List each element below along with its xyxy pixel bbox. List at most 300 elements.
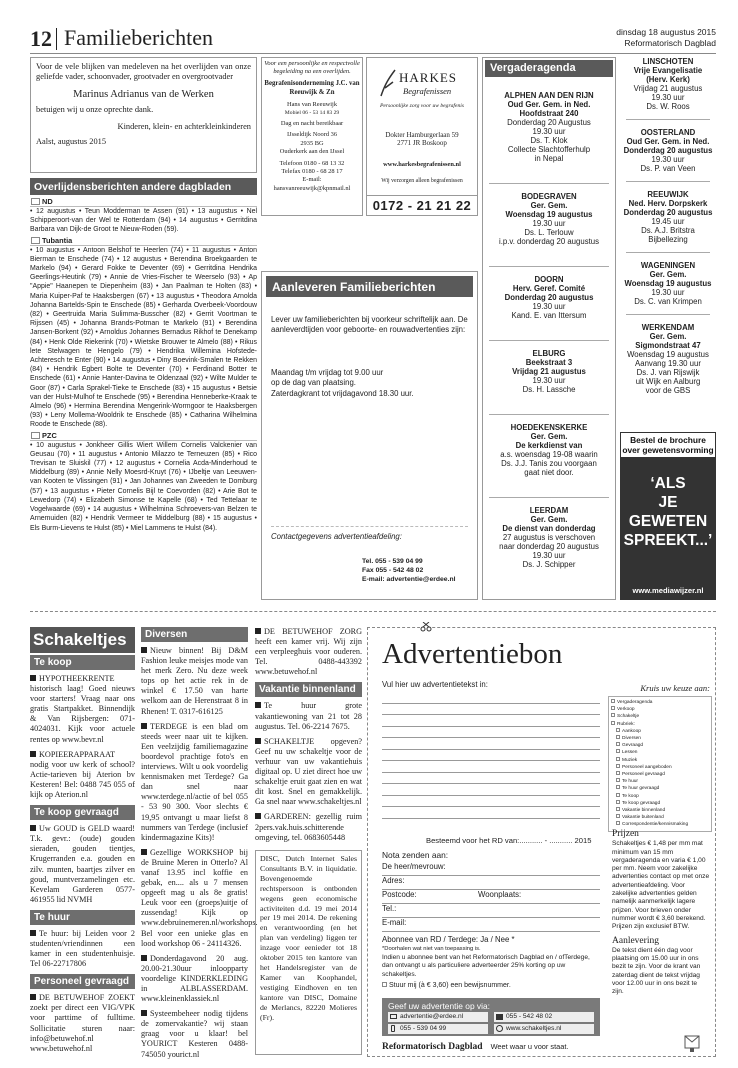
meeting-line: 19.30 uur [651,155,685,164]
reeuwijk-email: hansvanreeuwijk@kpnmail.nl [273,184,351,192]
coupon-text-line[interactable] [382,692,600,704]
reeuwijk-hours: Dag en nacht bereikbaar [280,120,344,128]
brochure-ad-header [620,432,716,458]
meeting-line: Ds. A.J. Britstra [641,226,695,235]
meeting-divider [626,119,710,120]
coupon-tel-field[interactable] [382,904,600,918]
bullet-square-icon [255,813,261,819]
classified-ad [255,812,362,842]
coupon-contact-email[interactable] [388,1012,488,1022]
header-rule [30,53,716,54]
meeting-line: gaat niet door. [524,468,574,477]
coupon-option-label: Verkoop [617,707,635,713]
classified-ad [141,847,258,949]
coupon-option-checkbox[interactable] [616,764,620,768]
meeting-line: Vrijdag 21 augustus [633,84,703,93]
coupon-prompt: Vul hier uw advertentietekst in: [382,680,488,689]
submit-intro: Lever uw familieberichten bij voorkeur schriftelijk aan. De aanleverdtijden voor geboorte- en rouwadvertenties zijn: [271,315,468,335]
meeting-entry [620,261,716,306]
coupon-option-checkbox[interactable] [616,778,620,782]
meeting-divider [626,252,710,253]
coupon-option[interactable] [611,800,709,807]
classified-heading: Diversen [141,627,248,642]
classified-ad-text: KOPIEERAPPARAAT nodig voor uw kerk of school? Actie-tarieven bij Aterion bv Kesteren! Bel: 0488 745 055 of kijk op Aterion.nl [30,749,135,800]
meeting-line-bold: Sigmondstraat 47 [635,341,701,350]
coupon-text-lines[interactable] [382,692,600,819]
brochure-ad-head1: Bestel de brochure [630,435,706,445]
meeting-place: BODEGRAVEN [521,192,577,201]
meeting-place: OOSTERLAND [640,128,696,137]
submit-divider [271,526,468,527]
meeting-line-bold: Vrijdag 21 augustus [512,367,586,376]
coupon-option-checkbox[interactable] [616,800,620,804]
coupon-option-label: Vakantie binnenland [622,808,666,814]
meeting-line: Woensdag 19 augustus [627,350,709,359]
meeting-divider [489,414,609,415]
classified-heading: Personeel gevraagd [30,974,135,989]
coupon-option[interactable] [611,778,709,785]
meeting-line: 19.30 uur [532,219,566,228]
coupon-option-checkbox[interactable] [611,699,615,703]
coupon-option[interactable] [611,728,709,735]
coupon-text-line[interactable] [382,761,600,773]
coupon-option-label: Te huur gevraagd [622,786,660,792]
coupon-brand-line [382,1042,642,1052]
harkes-phone: 0172 - 21 21 22 [367,195,477,215]
coupon-option-checkbox[interactable] [616,735,620,739]
delivery-text: De tekst dient één dag voor plaatsing om 15.00 uur in ons bezit te zijn. Voor de krant van zaterdag dient de tekst vrijdag voor 12.00 uur in ons bezit te zijn. [612,946,701,996]
classified-heading: Te koop gevraagd [30,805,135,820]
coupon-option-label: Te koop gevraagd [622,800,661,806]
classifieds-column-3 [255,627,362,847]
obituaries-title: Overlijdensberichten andere dagbladen [30,178,257,195]
coupon-contact-web[interactable] [494,1024,594,1034]
classified-ad-text: Nieuw binnen! Bij D&M Fashion leuke meisjes mode van het merk Zero. Nu deze week tops op het actie rek in de winkel € 17.50 van harte welkom aan de Herenstraat 8 in Rhenen! T. 0317-616125 [141,646,248,716]
death-notice-signed: Kinderen, klein- en achterkleinkinderen [117,121,251,131]
classified-ad [141,722,248,843]
phone-icon [391,1025,395,1032]
coupon-option-label: Gevraagd [622,743,644,749]
coupon-contact-fax-text: 055 - 542 48 02 [506,1013,553,1020]
obituaries-region-name: PZC [42,430,57,440]
meeting-line-bold: Oud Ger. Gem. in Ned. [626,137,710,146]
brochure-ad-line4: SPREEKT...’ [623,532,713,549]
bullet-square-icon [30,825,36,831]
meeting-line: Ds. P. van Veen [640,164,696,173]
header-divider [56,28,57,50]
coupon-option[interactable] [611,721,709,728]
coupon-option[interactable] [611,821,709,828]
coupon-text-line[interactable] [382,750,600,762]
bullet-square-icon [30,751,36,757]
prices-text: Schakeltjes € 1,48 per mm mat minimum van 15 mm vergaderagenda en varia € 1,00 per mm. Neem voor zakelijke advertenties contact op met onze advertentieafdeling. Voor zakelijke advertenties gelden namelijk aanmerkelijk lagere prijzen. Voor brieven onder nummer wordt € 3,60 berekend. Prijzen zijn exclusief BTW. [612,840,710,931]
meeting-line-bold: Woensdag 19 augustus [505,210,593,219]
bullet-square-icon [255,702,261,708]
harkes-logo [377,66,467,100]
bullet-square-icon [255,738,261,744]
reeuwijk-street: IJsseldijk Noord 36 [286,131,338,139]
coupon-option-checkbox[interactable] [616,807,620,811]
meeting-line-bold: Ger. Gem. [530,201,568,210]
classified-ad [255,627,362,677]
coupon-option[interactable] [611,713,709,720]
coupon-text-line[interactable] [382,796,600,808]
coupon-option-checkbox[interactable] [611,713,615,717]
meeting-line: Ds. L. Terlouw [524,228,574,237]
classified-ad [30,750,135,800]
meeting-place: REEUWIJK [647,190,689,199]
submit-notice-box [261,271,478,600]
coupon-proof[interactable] [382,982,600,989]
meeting-line-bold: Ned. Herv. Dorpskerk [628,199,708,208]
coupon-email-label: E-mail: [382,918,407,927]
classified-ad-text: Gezellige WORKSHOP bij de Bruine Meren in Otterlo? Al vanaf 13.95 incl koffie en gebak, en.... als u 7 mensen opgeeft mag u als 8e gratis! Leuk voor een (groeps)uitje of zussendag! Kijk op www.debruinemeren.nl/workshops. Bel voor een unieke glas en lood workshop 06 - 24114326. [141,847,258,948]
coupon-option[interactable] [611,735,709,742]
coupon-text-line[interactable] [382,704,600,716]
meeting-line: Collecte Slachtofferhulp [507,145,591,154]
bullet-square-icon [141,723,147,729]
reeuwijk-tagline: Voor een persoonlijke en respectvolle begeleiding na een overlijden. [264,60,360,76]
meeting-line-bold: Woensdag 19 augustus [624,279,712,288]
obituaries-region-heading [30,236,257,246]
classified-ad [30,674,135,745]
coupon-option[interactable] [611,785,709,792]
submit-fax: Fax 055 - 542 48 02 [362,567,424,574]
meeting-divider [626,314,710,315]
legal-notice-text: DISC, Dutch Internet Sales Consultants B.V. in liquidatie. Bovengenoemde rechtspersoon is ontbonden wegens geen economische activiteiten d.d. 19 mei 2014 per 19 mei 2014. De rekening en verantwoording (en het plan van verdeling) liggen ter inzage voor eenieder tot 18 oktober 2015 ten kantore van het Handelsregister van de Kamer van Koophandel, vestiging Eindhoven en ten kantore van DISC, Domaine de Merlancs, 82220 Molieres (Fr). [260,854,357,1022]
meeting-line: 19.30 uur [532,127,566,136]
coupon-text-line[interactable] [382,807,600,819]
coupon-contact-web-text: www.schakeltjes.nl [506,1025,562,1032]
coupon-contact-tel[interactable] [388,1024,488,1034]
meeting-line-bold: De kerkdienst van [515,441,583,450]
undertaker-ad-reeuwijk [261,57,363,216]
submit-deadlines [262,368,477,399]
meeting-entry [483,506,615,569]
classified-ad [255,737,362,808]
coupon-option[interactable] [611,757,709,764]
coupon-option-label: Te koop [622,793,639,799]
meeting-line-bold: Beekstraat 3 [525,358,573,367]
coupon-submit-panel [382,998,600,1036]
coupon-option[interactable] [611,793,709,800]
classified-ad-text: HYPOTHEEKRENTE historisch laag! Goed nieuws voor starters! Vraag naar ons gratis Startpakket. Binnendijk & Van Rijsbergen: 071-4024031. Kijk voor actuele rentes op www.bevr.nl [30,674,135,744]
coupon-salutation-label: De heer/mevrouw: [382,862,446,871]
coupon-option[interactable] [611,749,709,756]
meeting-line: 19.30 uur [532,551,566,560]
meeting-line: Kand. E. van Ittersum [511,311,587,320]
coupon-brand: Reformatorisch Dagblad [382,1042,483,1052]
coupon-email-field[interactable] [382,918,600,932]
classified-ad [30,824,135,905]
coupon-proof-checkbox[interactable] [382,982,387,987]
classified-heading: Vakantie binnenland [255,682,362,697]
reeuwijk-fax: Telefax 0180 - 68 28 17 [281,168,343,176]
coupon-contact-tel-text: 055 - 539 04 99 [400,1025,447,1032]
coupon-option[interactable] [611,807,709,814]
meeting-line: 19.45 uur [651,217,685,226]
coupon-address-label: Adres: [382,876,405,885]
reeuwijk-mobile: Mobiel 06 - 53 14 83 29 [284,110,340,117]
submit-tel: Tel. 055 - 539 04 99 [362,558,423,565]
obituaries-region-text: • 10 augustus • Jonkheer Gillis Wiert Willem Cornelis Valckenier van Geusau (70) • 11 augustus • Antonio Milazzo te Terneuzen (85) • Rico Trevisan te Sluiskil (77) • 12 augustus • Cornelia Acda-Minderhoud te Middelburg (89) • Annie Nelly Moesrd-Kruyt (76) • IJbeltje van Leeuwen-van Kooten te Vlissingen (91) • Jan Johannes van Zweeden te Domburg (57) • 13 augustus • Pieter Cornelis Bijl te Coevorden (82) • Arie Bot te Lewedorp (74) • Elizabeth Simonse te Kapelle (68) • Ted Tettelaar te Vogelwaarde (69) • 14 augustus • Wilhelmina Schroevers-van Belzen te Arnemuiden (82) • Hendrik Vermeer te Middelburg (88) • 15 augustus • Els Burm-Lievens te Hulst (85) • Miel Lammens te Hulst (84). [30,441,257,532]
meeting-line-bold: De dienst van donderdag [502,524,596,533]
coupon-option-checkbox[interactable] [616,771,620,775]
submit-deadline-saturday: Zaterdagkrant tot vrijdagavond 18.30 uur. [271,388,414,398]
delivery-title: Aanlevering [612,935,659,946]
section-divider [30,611,716,612]
classified-ad-text: Systeembeheer nodig tijdens de zomervakantie? wij staan graag voor u klaar! bel YOURICT Kesteren 0488-745050 yourict.nl [141,1009,248,1059]
meeting-place: DOORN [534,275,564,284]
coupon-salutation-field[interactable] [382,862,600,876]
coupon-option-label: Te huur [622,779,638,785]
coupon-order-line: Besteemd voor het RD van:........... - ........... 2015 [426,836,592,845]
classified-ad [30,929,135,969]
classified-ad-text: Te huur: bij Leiden voor 2 studenten/vriendinnen een kamer in een studentenhuisje. Tel 06-22717806 [30,928,135,969]
coupon-option-label: Lessen [622,750,638,756]
classified-ad-text: SCHAKELTJE opgeven? Geef nu uw schakeltje voor de verhuur van uw vakantiehuis digitaal op. U ziet direct hoe uw schakeltje eruit gaat zien en wat dit kost. Snel en gemakkelijk. Ga snel naar www.schakeltjes.nl [255,736,362,807]
coupon-option-label: Muziek [622,757,638,763]
coupon-address-field[interactable] [382,876,600,890]
meeting-entry [483,192,615,246]
classified-ad [141,646,248,717]
coupon-option-checkbox[interactable] [616,757,620,761]
death-notice [30,57,257,173]
meeting-entry [483,423,615,477]
coupon-option-checkbox[interactable] [616,793,620,797]
meeting-place: LINSCHOTEN [642,57,694,66]
classified-ad [141,1009,248,1059]
coupon-option-checkbox[interactable] [616,814,620,818]
meeting-line-bold: Ger. Gem. [530,515,568,524]
coupon-option-label: Vergaderagenda [617,700,653,705]
undertaker-ad-harkes [366,57,478,216]
meeting-place: HOEDEKENSKERKE [510,423,588,432]
meeting-line: 19.30 uur [532,376,566,385]
meeting-place: LEERDAM [529,506,569,515]
reeuwijk-owner: Hans van Reeuwijk [286,100,338,108]
meeting-line: Ds. J. van Rijswijk [636,368,700,377]
coupon-text-line[interactable] [382,784,600,796]
reeuwijk-phone: Telefoon 0180 - 68 13 32 [279,160,345,168]
coupon-billing-label: Nota zenden aan: [382,850,449,860]
meetings-column-2 [620,57,716,427]
coupon-option-label: Personeel aangeboden [622,764,672,770]
submit-deadline-weekday: Maandag t/m vrijdag tot 9.00 uur [271,367,384,377]
meeting-line-bold: Herv. Geref. Comité [512,284,586,293]
meeting-line: Donderdag 20 Augustus [507,118,591,127]
meeting-line: Aanvang 19.30 uur [635,359,701,368]
bullet-square-icon [141,849,147,855]
coupon-slogan: Weet waar u voor staat. [490,1042,569,1051]
header-dateline [616,27,716,49]
classified-heading: Te huur [30,910,135,925]
coupon-option-label: Rubriek: [617,721,635,727]
meeting-place: WERKENDAM [641,323,695,332]
brochure-ad-url[interactable]: www.mediawijzer.nl [632,586,704,595]
coupon-option-checkbox[interactable] [611,706,615,710]
coupon-option-checkbox[interactable] [616,728,620,732]
classifieds-column-2 [141,627,258,1059]
coupon-options [608,696,712,832]
coupon-billing [382,850,600,989]
meeting-line: Ds. C. van Krimpen [634,297,702,306]
bullet-square-icon [30,930,36,936]
harkes-note: Wij verzorgen alleen begrafenissen [381,178,463,184]
meeting-line: Ds. J.J. Tanis zou voorgaan [501,459,597,468]
bullet-square-icon [141,955,147,961]
meeting-line-bold: Donderdag 20 augustus [623,146,713,155]
email-icon [390,1014,397,1019]
classified-ad-text: DE BETUWEHOF ZOEKT zoekt per direct een VIG/VPK voor parttime of fulltime. Sollicitatie sturen naar: info@betuwehof.nl www.betuwehof.nl [30,993,135,1053]
harkes-website: www.harkesbegrafenissen.nl [383,161,461,168]
meeting-entry [483,275,615,320]
coupon-postcode-label: Postcode: [382,890,417,899]
coupon-text-line[interactable] [382,738,600,750]
page-number: 12 [30,26,52,51]
obituaries-region-heading [30,431,257,441]
fax-icon [496,1014,503,1020]
coupon-option[interactable] [611,771,709,778]
coupon-discount: Indien u abonnee bent van het Reformatorisch Dagblad en / ofTerdege, dan ontvangt u als particuliere adverteerder 25% korting op uw schakeltjes. [382,954,590,978]
meeting-line: Bijbellezing [648,235,688,244]
coupon-footnote: *Doorhalen wat niet van toepassing is. [382,946,481,952]
brochure-ad-line1: ‘ALS [650,475,686,492]
meeting-line-bold: Donderdag 20 augustus [504,293,594,302]
coupon-option[interactable] [611,706,709,713]
submit-contact-label: Contactgegevens advertentieafdeling: [271,532,402,541]
meeting-line: voor de GBS [645,386,691,395]
coupon-text-line[interactable] [382,727,600,739]
region-box-icon [31,198,40,205]
submit-deadline-day: op de dag van plaatsing. [271,378,356,388]
meeting-line-bold: Ger. Gem. [530,432,568,441]
submit-email: E-mail: advertentie@erdee.nl [362,576,456,583]
meeting-entry [620,190,716,244]
meetings-list-1 [483,79,615,569]
page-title: Familieberichten [64,25,214,50]
coupon-option-label: Diversen [622,736,641,742]
coupon-option-checkbox[interactable] [616,785,620,789]
meeting-line: uit Wijk en Aalburg [635,377,701,386]
coupon-option[interactable] [611,699,709,706]
reeuwijk-city: Ouderkerk aan den IJssel [279,147,345,155]
meeting-line-bold: Oud Ger. Gem. in Ned. [507,100,591,109]
meeting-entry [620,57,716,111]
ad-coupon [367,627,716,1057]
coupon-postcode-field[interactable] [382,890,600,904]
obituaries-region-name: Tubantia [42,235,73,245]
coupon-info [612,830,710,997]
mailbox-icon [682,1030,704,1052]
reeuwijk-email-label: E-mail: [302,176,322,184]
classified-ad-text: GARDEREN: gezellig ruim 2pers.vak.huis.schitterende omgeving, tel. 0683605448 [255,812,362,842]
meeting-line-bold: (Herv. Kerk) [646,75,690,84]
meeting-entry [620,128,716,173]
coupon-option-label: Schakeltje [617,714,640,720]
obituaries-region-name: ND [42,197,53,206]
meeting-line: naar donderdag 20 augustus [499,542,599,551]
header-date: dinsdag 18 augustus 2015 [616,27,716,37]
coupon-option[interactable] [611,814,709,821]
classified-ad-text: DE BETUWEHOF ZORG heeft een kamer vrij. Wij zijn een verpleeghuis voor ouderen. Tel. 0488-443392 www.betuwehof.nl [255,627,362,677]
coupon-option-checkbox[interactable] [616,749,620,753]
classified-ad-text: Donderdagavond 20 aug. 20.00-21.30uur inloopparty voordelige KINDERKLEDING in ALBLASSERDAM. www.kleinenklassiek.nl [141,953,248,1004]
coupon-option-checkbox[interactable] [616,821,620,825]
meeting-divider [489,497,609,498]
meeting-line: 19.30 uur [651,93,685,102]
classified-ad-text: Uw GOUD is GELD waard! T.k. gevr.: (oude) gouden sieraden, gouden tientjes, Krugerranden e.a. gouden en zilv. munten, baartjes zilver en goud, muntverzamelingen etc. Kevelam Garderen 0577-461955 lid NVMH [30,824,135,904]
coupon-option-checkbox[interactable] [611,721,615,725]
brochure-ad-slogan [620,474,716,550]
bullet-square-icon [255,628,261,634]
meeting-entry [483,79,615,163]
bullet-square-icon [141,647,147,653]
meetings-column-1 [482,57,616,600]
meeting-line: a.s. woensdag 19-08 waarin [500,450,598,459]
coupon-option[interactable] [611,764,709,771]
brochure-ad-head2: over gewetensvorming [622,445,714,455]
meeting-line-bold: Ger. Gem. [649,332,687,341]
harkes-bird-icon [379,68,397,98]
coupon-choose: Kruis uw keuze aan: [640,683,710,693]
coupon-contact-email-text: advertentie@erdee.nl [400,1013,464,1020]
meeting-line: Ds. T. Klok [530,136,568,145]
obituaries-section [30,178,257,600]
meeting-line: 27 augustus is verschoven [502,533,596,542]
coupon-option-label: Vakantie buitenland [622,815,664,821]
coupon-tel-label: Tel.: [382,904,397,913]
coupon-text-line[interactable] [382,773,600,785]
coupon-option[interactable] [611,742,709,749]
coupon-option-label: Personeel gevraagd [622,772,665,778]
harkes-address2: 2771 JR Boskoop [397,139,447,147]
obituaries-region-heading [30,197,257,207]
meeting-line: Ds. J. Schipper [522,560,576,569]
globe-icon [496,1025,503,1032]
meeting-divider [489,183,609,184]
region-box-icon [31,237,40,244]
classified-ad [255,701,362,731]
coupon-contact-fax[interactable] [494,1012,594,1022]
meeting-place: ELBURG [532,349,566,358]
harkes-name: HARKES [399,70,458,85]
meetings-list-2 [620,57,716,395]
coupon-option-checkbox[interactable] [616,742,620,746]
meeting-line-bold: Ger. Gem. [649,270,687,279]
brochure-ad [620,432,716,600]
meeting-place: ALPHEN AAN DEN RIJN [504,91,594,100]
classified-ad [141,954,248,1004]
coupon-title: Advertentiebon [382,638,563,670]
obituaries-region-text: • 10 augustus • Antoon Belshof te Heerlen (74) • 11 augustus • Anton Bierman te Enschede (74) • 12 augustus • Berendina Broekgaarden te Markelo (94) • Gerard Fokke te Deventer (69) • Gerritdina Hendrika Geerlings-Heutink (79) • Annie de Vries-Fischer te Weerselo (93) • Ap "Appie" Haanepen te Diepenheim (83) • Jan Paalman te Holten (83) • Maria Kuiper-Paf te Haaksbergen (67) • 13 augustus • Theodora Arnolda Johanna Bartelds-Spin te Enschede (85) • Gerharda Overbeek-Voordouw (82) • Geertruida Maria Sulimma-Busscher (82) • Gerrit Voortman te Rijssen (45) • Johanna Brands-Potman te Markelo (91) • Berendina Jansen-Borkent (92) • Arnoldus Johannes Bernadus Rikhof te Denekamp (84) • Henk Olde Riekerink (70) • Wietske Brouwer te Almelo (88) • Rikus lete Stelwagen te Hengelo (79) • Hendrika Willemina Hofstede-Achteresch te Enter (90) • 14 augustus • Diny Boevink-Smalen te Rekken (84) • Hendrik Egbert Bolte te Deventer (70) • Ferdinand Botter te Enschede (61) • Annie Hanter-Davina te Oldenzaal (92) • Wilte Mulder te Goor (87) • Carla Sprakel-Tieke te Enschede (83) • 15 augustus • Betsie van der Hulst-Mulhof te Enschede (95) • Berendina Henneberke-Kraak te Almelo (96) • Hermina Berendina Mengerink-Wormgoor te Haaksbergen (93) • Leny Mollema-Wooldrik te Enschede (85) • Catharina Wilhelmina Roode te Enschede (88). [30,246,257,429]
meeting-line: in Nepal [534,154,564,163]
death-notice-place: Aalst, augustus 2015 [36,137,107,147]
header-publication: Reformatorisch Dagblad [624,38,716,48]
coupon-subscriber[interactable]: Abonnee van RD / Terdege: Ja / Nee * [382,935,515,944]
brochure-ad-line3: GEWETEN [628,513,708,530]
submit-title: Aanleveren Familieberichten [266,276,473,297]
coupon-option-label: Aankoop [622,728,641,734]
region-box-icon [31,432,40,439]
prices-title: Prijzen [612,829,639,839]
classified-ad-text: TERDEGE is een blad om steeds weer naar uit te kijken. Een veelzijdig familiemagazine boordevol prachtige foto's en interviews. Wilt u ook voordelig kennismaken met Terdege? Ga dan snel naar www.terdege.nl/actie of bel 055 - 53 90 300. Voor slechts € 19,95 ontvangt u maar liefst 8 nummers van Terdege (inclusief kindermagazine Kits)! [141,721,248,842]
coupon-city-label: Woonplaats: [478,890,522,899]
meeting-place: WAGENINGEN [640,261,696,270]
classified-ad [30,993,135,1054]
bullet-square-icon [30,675,36,681]
coupon-text-line[interactable] [382,715,600,727]
